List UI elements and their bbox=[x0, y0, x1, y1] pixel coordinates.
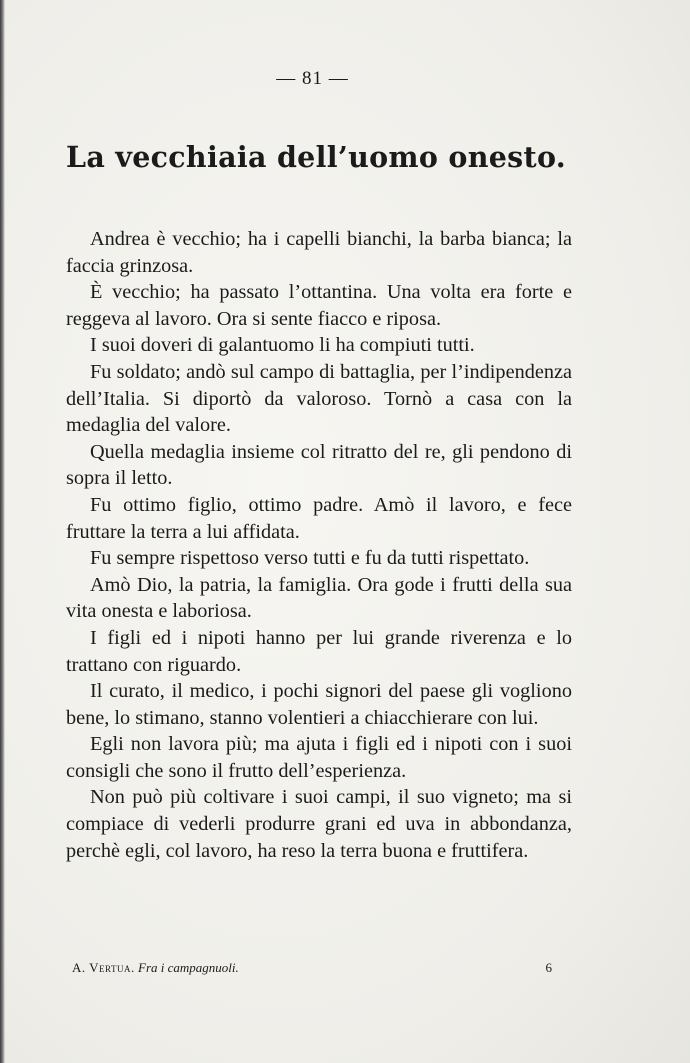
footer-author: A. Vertua. bbox=[72, 960, 135, 975]
paragraph: Fu soldato; andò sul campo di battaglia, per l’indipendenza dell’Italia. Si diportò da valoroso. Tornò a casa con la medaglia del valore. bbox=[66, 360, 572, 437]
signature-number: 6 bbox=[545, 960, 552, 975]
page-title: La vecchiaia dell’uomo onesto. bbox=[66, 140, 567, 174]
signature-footer bbox=[66, 958, 572, 980]
paragraph: I figli ed i nipoti hanno per lui grande riverenza e lo trattano con riguardo. bbox=[66, 626, 572, 676]
footer-work-title: Fra i campagnuoli. bbox=[138, 960, 239, 975]
page-number: — 81 — bbox=[276, 68, 349, 89]
paragraph: Fu ottimo figlio, ottimo padre. Amò il lavoro, e fece fruttare la terra a lui affidata. bbox=[66, 493, 572, 543]
paragraph: Andrea è vecchio; ha i capelli bianchi, la barba bianca; la faccia grinzosa. bbox=[66, 228, 572, 277]
page-edge-shadow bbox=[0, 0, 5, 1063]
paragraph: È vecchio; ha passato l’ottantina. Una volta era forte e reggeva al lavoro. Ora si sente fiacco e riposa. bbox=[66, 281, 572, 330]
paragraph: I suoi doveri di galantuomo li ha compiuti tutti. bbox=[90, 334, 475, 357]
footer-signature bbox=[72, 960, 239, 976]
paragraph: Egli non lavora più; ma ajuta i figli ed i nipoti con i suoi consigli che sono il frutto dell’esperienza. bbox=[66, 733, 572, 782]
paragraph: Non può più coltivare i suoi campi, il suo vigneto; ma si compiace di vederli produrre grani ed uva in abbondanza, perchè egli, col lavoro, ha reso la terra buona e fruttifera. bbox=[66, 786, 572, 862]
paragraph: Il curato, il medico, i pochi signori del paese gli vogliono bene, lo stimano, stanno volentieri a chiacchierare con lui. bbox=[66, 680, 572, 729]
paragraph: Quella medaglia insieme col ritratto del re, gli pendono di sopra il letto. bbox=[66, 440, 572, 490]
paragraph: Fu sempre rispettoso verso tutti e fu da tutti rispettato. bbox=[90, 547, 530, 570]
paragraph: Amò Dio, la patria, la famiglia. Ora gode i frutti della sua vita onesta e laboriosa. bbox=[66, 573, 572, 623]
body-text bbox=[66, 226, 572, 864]
